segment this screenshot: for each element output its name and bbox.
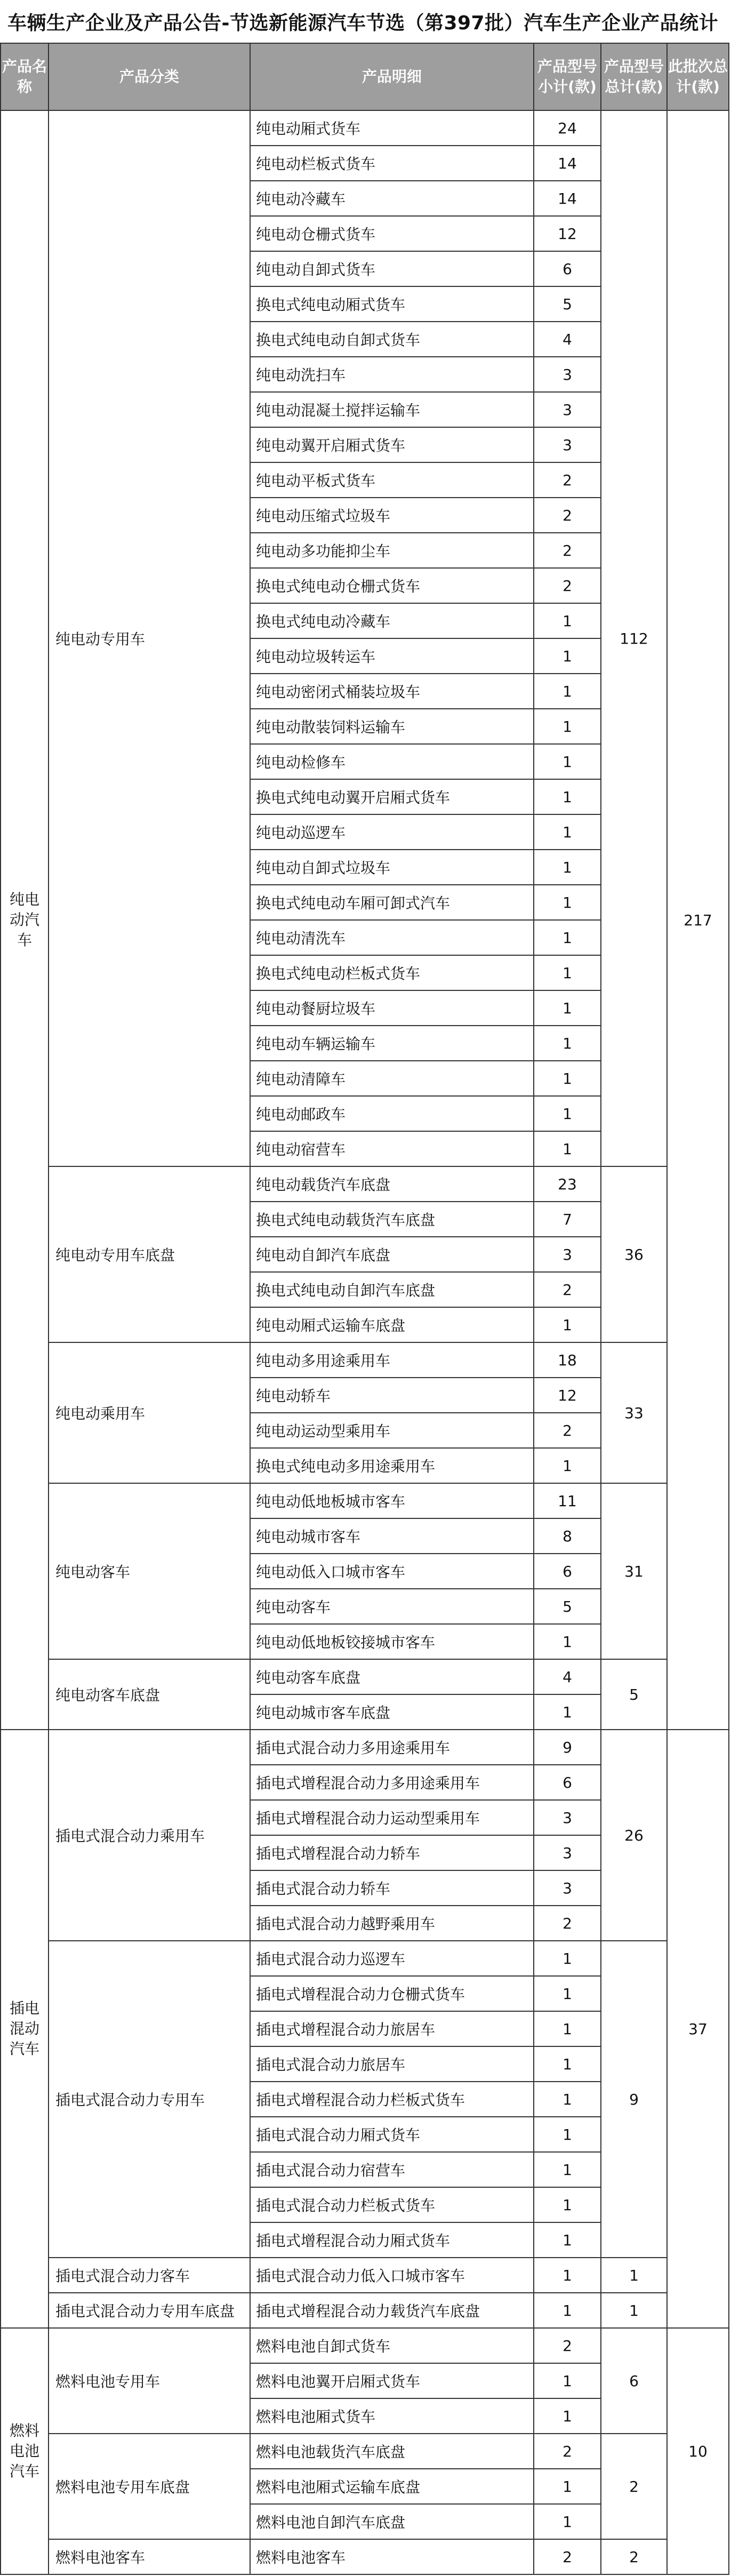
product-category-cell: 燃料电池专用车底盘 — [49, 2434, 250, 2539]
product-detail-cell: 插电式增程混合动力运动型乘用车 — [250, 1800, 534, 1835]
table-row — [1, 1730, 729, 1765]
model-total-cell: 5 — [601, 1659, 667, 1730]
header-model-total: 产品型号总计(款) — [601, 43, 667, 110]
model-subtotal-cell: 3 — [534, 357, 601, 392]
model-subtotal-cell: 1 — [534, 2258, 601, 2293]
product-detail-cell: 纯电动厢式货车 — [250, 110, 534, 146]
product-category-cell: 燃料电池客车 — [49, 2539, 250, 2574]
model-subtotal-cell: 18 — [534, 1342, 601, 1378]
product-detail-cell: 纯电动邮政车 — [250, 1096, 534, 1131]
product-category-cell: 纯电动专用车底盘 — [49, 1166, 250, 1342]
model-subtotal-cell: 1 — [534, 2363, 601, 2398]
product-detail-cell: 插电式增程混合动力厢式货车 — [250, 2222, 534, 2258]
product-detail-cell: 纯电动厢式运输车底盘 — [250, 1307, 534, 1342]
product-detail-cell: 纯电动垃圾转运车 — [250, 638, 534, 674]
model-subtotal-cell: 1 — [534, 2082, 601, 2117]
product-detail-cell: 换电式纯电动自卸汽车底盘 — [250, 1272, 534, 1307]
model-subtotal-cell: 3 — [534, 392, 601, 427]
model-subtotal-cell: 8 — [534, 1518, 601, 1554]
model-subtotal-cell: 1 — [534, 2504, 601, 2539]
model-total-cell: 31 — [601, 1483, 667, 1659]
model-total-cell: 36 — [601, 1166, 667, 1342]
table-row — [1, 1483, 729, 1518]
table-body — [1, 110, 729, 2574]
model-subtotal-cell: 3 — [534, 1870, 601, 1906]
product-category-cell: 纯电动专用车 — [49, 110, 250, 1166]
table-row — [1, 2539, 729, 2574]
header-model-subtotal: 产品型号小计(款) — [534, 43, 601, 110]
product-detail-cell: 纯电动仓栅式货车 — [250, 216, 534, 251]
model-subtotal-cell: 3 — [534, 427, 601, 462]
model-subtotal-cell: 12 — [534, 216, 601, 251]
product-detail-cell: 纯电动栏板式货车 — [250, 146, 534, 181]
product-detail-cell: 换电式纯电动多用途乘用车 — [250, 1448, 534, 1483]
product-detail-cell: 纯电动自卸式货车 — [250, 251, 534, 286]
product-detail-cell: 纯电动检修车 — [250, 744, 534, 779]
product-detail-cell: 纯电动自卸汽车底盘 — [250, 1237, 534, 1272]
model-subtotal-cell: 1 — [534, 2293, 601, 2328]
model-subtotal-cell: 23 — [534, 1166, 601, 1202]
product-detail-cell: 燃料电池翼开启厢式货车 — [250, 2363, 534, 2398]
batch-total-cell: 10 — [667, 2328, 729, 2574]
table-row — [1, 1342, 729, 1378]
model-total-cell: 2 — [601, 2539, 667, 2574]
table-row — [1, 2328, 729, 2363]
product-detail-cell: 插电式混合动力多用途乘用车 — [250, 1730, 534, 1765]
batch-total-cell: 217 — [667, 110, 729, 1730]
model-subtotal-cell: 3 — [534, 1800, 601, 1835]
header-product-name: 产品名称 — [1, 43, 49, 110]
model-subtotal-cell: 1 — [534, 603, 601, 638]
product-category-cell: 纯电动客车底盘 — [49, 1659, 250, 1730]
product-detail-cell: 纯电动混凝土搅拌运输车 — [250, 392, 534, 427]
model-subtotal-cell: 2 — [534, 462, 601, 498]
product-category-cell: 纯电动乘用车 — [49, 1342, 250, 1483]
model-subtotal-cell: 1 — [534, 1941, 601, 1976]
model-subtotal-cell: 1 — [534, 850, 601, 885]
model-subtotal-cell: 1 — [534, 744, 601, 779]
product-detail-cell: 纯电动压缩式垃圾车 — [250, 498, 534, 533]
product-detail-cell: 换电式纯电动仓栅式货车 — [250, 568, 534, 603]
model-subtotal-cell: 1 — [534, 2469, 601, 2504]
model-subtotal-cell: 6 — [534, 1554, 601, 1589]
model-subtotal-cell: 1 — [534, 1096, 601, 1131]
product-category-cell: 插电式混合动力乘用车 — [49, 1730, 250, 1941]
product-category-cell: 插电式混合动力客车 — [49, 2258, 250, 2293]
product-detail-cell: 纯电动低地板铰接城市客车 — [250, 1624, 534, 1659]
model-subtotal-cell: 1 — [534, 920, 601, 955]
model-subtotal-cell: 2 — [534, 1272, 601, 1307]
table-header-row — [1, 43, 729, 110]
model-subtotal-cell: 2 — [534, 1413, 601, 1448]
model-total-cell: 1 — [601, 2293, 667, 2328]
model-subtotal-cell: 1 — [534, 1976, 601, 2011]
product-detail-cell: 燃料电池厢式运输车底盘 — [250, 2469, 534, 2504]
model-subtotal-cell: 9 — [534, 1730, 601, 1765]
model-total-cell: 2 — [601, 2434, 667, 2539]
product-detail-cell: 插电式混合动力巡逻车 — [250, 1941, 534, 1976]
model-total-cell: 6 — [601, 2328, 667, 2434]
product-detail-cell: 插电式混合动力旅居车 — [250, 2046, 534, 2082]
product-detail-cell: 插电式混合动力栏板式货车 — [250, 2187, 534, 2222]
product-detail-cell: 纯电动轿车 — [250, 1378, 534, 1413]
model-subtotal-cell: 5 — [534, 286, 601, 322]
page-title: 车辆生产企业及产品公告-节选新能源汽车节选（第397批）汽车生产企业产品统计 — [7, 12, 719, 34]
model-subtotal-cell: 1 — [534, 709, 601, 744]
product-detail-cell: 换电式纯电动冷藏车 — [250, 603, 534, 638]
model-subtotal-cell: 11 — [534, 1483, 601, 1518]
model-subtotal-cell: 2 — [534, 568, 601, 603]
product-detail-cell: 插电式混合动力厢式货车 — [250, 2117, 534, 2152]
model-subtotal-cell: 1 — [534, 2046, 601, 2082]
product-detail-cell: 纯电动城市客车 — [250, 1518, 534, 1554]
product-detail-cell: 纯电动自卸式垃圾车 — [250, 850, 534, 885]
product-detail-cell: 插电式增程混合动力轿车 — [250, 1835, 534, 1870]
product-detail-cell: 换电式纯电动载货汽车底盘 — [250, 1202, 534, 1237]
product-detail-cell: 插电式增程混合动力多用途乘用车 — [250, 1765, 534, 1800]
model-subtotal-cell: 24 — [534, 110, 601, 146]
product-detail-cell: 燃料电池客车 — [250, 2539, 534, 2574]
header-batch-total: 此批次总计(款) — [667, 43, 729, 110]
model-subtotal-cell: 7 — [534, 1202, 601, 1237]
model-subtotal-cell: 2 — [534, 2328, 601, 2363]
product-detail-cell: 纯电动载货汽车底盘 — [250, 1166, 534, 1202]
table-row — [1, 1166, 729, 1202]
product-detail-cell: 纯电动多用途乘用车 — [250, 1342, 534, 1378]
table-row — [1, 1941, 729, 1976]
model-subtotal-cell: 2 — [534, 498, 601, 533]
product-category-cell: 插电式混合动力专用车底盘 — [49, 2293, 250, 2328]
batch-total-cell: 37 — [667, 1730, 729, 2328]
model-subtotal-cell: 1 — [534, 638, 601, 674]
model-subtotal-cell: 2 — [534, 533, 601, 568]
model-subtotal-cell: 1 — [534, 1307, 601, 1342]
table-row — [1, 2258, 729, 2293]
model-subtotal-cell: 6 — [534, 251, 601, 286]
product-detail-cell: 纯电动散装饲料运输车 — [250, 709, 534, 744]
model-subtotal-cell: 1 — [534, 814, 601, 850]
product-detail-cell: 纯电动冷藏车 — [250, 181, 534, 216]
product-detail-cell: 纯电动密闭式桶装垃圾车 — [250, 674, 534, 709]
product-detail-cell: 纯电动清障车 — [250, 1061, 534, 1096]
model-subtotal-cell: 1 — [534, 2152, 601, 2187]
product-detail-cell: 纯电动城市客车底盘 — [250, 1694, 534, 1730]
model-subtotal-cell: 2 — [534, 1906, 601, 1941]
product-detail-cell: 纯电动餐厨垃圾车 — [250, 990, 534, 1026]
product-detail-cell: 插电式混合动力越野乘用车 — [250, 1906, 534, 1941]
product-detail-cell: 纯电动车辆运输车 — [250, 1026, 534, 1061]
product-detail-cell: 燃料电池载货汽车底盘 — [250, 2434, 534, 2469]
product-detail-cell: 插电式增程混合动力载货汽车底盘 — [250, 2293, 534, 2328]
model-subtotal-cell: 1 — [534, 2222, 601, 2258]
model-subtotal-cell: 2 — [534, 2434, 601, 2469]
model-subtotal-cell: 1 — [534, 2117, 601, 2152]
product-detail-cell: 插电式增程混合动力旅居车 — [250, 2011, 534, 2046]
table-row — [1, 2434, 729, 2469]
product-detail-cell: 燃料电池自卸式货车 — [250, 2328, 534, 2363]
model-subtotal-cell: 1 — [534, 1448, 601, 1483]
product-detail-cell: 纯电动客车底盘 — [250, 1659, 534, 1694]
product-detail-cell: 插电式混合动力轿车 — [250, 1870, 534, 1906]
model-subtotal-cell: 4 — [534, 1659, 601, 1694]
model-total-cell: 9 — [601, 1941, 667, 2258]
product-detail-cell: 燃料电池厢式货车 — [250, 2398, 534, 2434]
product-detail-cell: 燃料电池自卸汽车底盘 — [250, 2504, 534, 2539]
product-detail-cell: 插电式混合动力宿营车 — [250, 2152, 534, 2187]
model-subtotal-cell: 1 — [534, 1131, 601, 1166]
model-subtotal-cell: 1 — [534, 2187, 601, 2222]
product-detail-cell: 纯电动平板式货车 — [250, 462, 534, 498]
model-subtotal-cell: 4 — [534, 322, 601, 357]
model-subtotal-cell: 6 — [534, 1765, 601, 1800]
table-row — [1, 1659, 729, 1694]
model-subtotal-cell: 5 — [534, 1589, 601, 1624]
product-category-cell: 燃料电池专用车 — [49, 2328, 250, 2434]
model-subtotal-cell: 3 — [534, 1835, 601, 1870]
model-total-cell: 1 — [601, 2258, 667, 2293]
model-subtotal-cell: 1 — [534, 2398, 601, 2434]
model-subtotal-cell: 14 — [534, 146, 601, 181]
table-row — [1, 110, 729, 146]
product-category-cell: 纯电动客车 — [49, 1483, 250, 1659]
model-subtotal-cell: 1 — [534, 2011, 601, 2046]
product-name-cell: 插电混动汽车 — [1, 1730, 49, 2328]
model-total-cell: 33 — [601, 1342, 667, 1483]
product-detail-cell: 纯电动运动型乘用车 — [250, 1413, 534, 1448]
model-total-cell: 26 — [601, 1730, 667, 1941]
model-subtotal-cell: 1 — [534, 885, 601, 920]
model-subtotal-cell: 1 — [534, 1061, 601, 1096]
product-detail-cell: 换电式纯电动车厢可卸式汽车 — [250, 885, 534, 920]
model-subtotal-cell: 1 — [534, 779, 601, 814]
product-detail-cell: 插电式增程混合动力栏板式货车 — [250, 2082, 534, 2117]
product-name-cell: 燃料电池汽车 — [1, 2328, 49, 2574]
product-name-cell: 纯电动汽车 — [1, 110, 49, 1730]
product-detail-cell: 纯电动客车 — [250, 1589, 534, 1624]
product-category-cell: 插电式混合动力专用车 — [49, 1941, 250, 2258]
product-detail-cell: 纯电动翼开启厢式货车 — [250, 427, 534, 462]
model-total-cell: 112 — [601, 110, 667, 1166]
model-subtotal-cell: 2 — [534, 2539, 601, 2574]
product-detail-cell: 换电式纯电动厢式货车 — [250, 286, 534, 322]
model-subtotal-cell: 1 — [534, 990, 601, 1026]
product-detail-cell: 纯电动巡逻车 — [250, 814, 534, 850]
product-detail-cell: 插电式混合动力低入口城市客车 — [250, 2258, 534, 2293]
model-subtotal-cell: 1 — [534, 674, 601, 709]
product-detail-cell: 插电式增程混合动力仓栅式货车 — [250, 1976, 534, 2011]
model-subtotal-cell: 3 — [534, 1237, 601, 1272]
product-detail-cell: 纯电动多功能抑尘车 — [250, 533, 534, 568]
model-subtotal-cell: 1 — [534, 1026, 601, 1061]
product-detail-cell: 换电式纯电动翼开启厢式货车 — [250, 779, 534, 814]
model-subtotal-cell: 12 — [534, 1378, 601, 1413]
model-subtotal-cell: 1 — [534, 1624, 601, 1659]
model-subtotal-cell: 1 — [534, 955, 601, 990]
product-detail-cell: 纯电动低地板城市客车 — [250, 1483, 534, 1518]
header-product-category: 产品分类 — [49, 43, 250, 110]
model-subtotal-cell: 14 — [534, 181, 601, 216]
product-detail-cell: 换电式纯电动自卸式货车 — [250, 322, 534, 357]
table-row — [1, 2293, 729, 2328]
product-detail-cell: 纯电动洗扫车 — [250, 357, 534, 392]
product-detail-cell: 换电式纯电动栏板式货车 — [250, 955, 534, 990]
model-subtotal-cell: 1 — [534, 1694, 601, 1730]
product-detail-cell: 纯电动低入口城市客车 — [250, 1554, 534, 1589]
product-detail-cell: 纯电动宿营车 — [250, 1131, 534, 1166]
product-detail-cell: 纯电动清洗车 — [250, 920, 534, 955]
header-product-detail: 产品明细 — [250, 43, 534, 110]
stats-table — [0, 43, 729, 2575]
